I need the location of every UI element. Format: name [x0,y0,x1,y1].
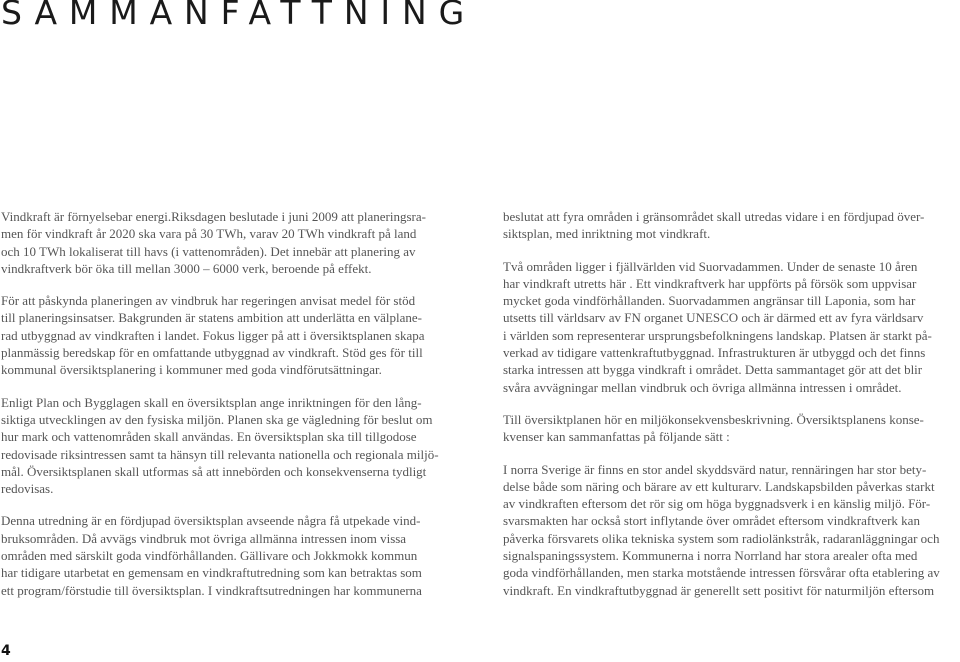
text-line: redovisas. [1,481,54,497]
text-line: starka intressen att bygga vindkraft i området. Detta sammantaget gör att det blir [503,362,923,378]
text-line: kvenser kan sammanfattas på följande sätt : [503,429,730,445]
text-line: till planeringsinsatser. Bakgrunden är statens ambition att underlätta en välplane- [1,310,422,326]
text-line: och 10 TWh lokaliserat till havs (i vattenområden). Det innebär att planering av [1,243,416,259]
text-line: För att påskynda planeringen av vindbruk har regeringen anvisat medel för stöd [1,293,416,309]
text-line: svarsmakten har också stort inflytande över området eftersom vindkraftverk kan [503,513,920,529]
text-line: Till översiktplanen hör en miljökonsekvensbeskrivning. Översiktsplanens konse- [503,411,924,427]
paragraph [503,208,958,243]
text-line: områden med särskilt goda vindförhållanden. Gällivare och Jokkmokk kommun [1,548,418,564]
page-number: 4 [1,643,11,659]
page-title: SAMMANFATTNING [1,0,477,32]
text-line: beslutat att fyra områden i gränsområdet skall utredas vidare i en fördjupad över- [503,209,925,224]
left-text-column [1,208,456,614]
text-line: goda vindförhållanden, men starka motstående intressen försvårar ofta etablering av [503,565,940,581]
paragraph [503,461,958,599]
text-line: siktsplan, med inriktning mot vindkraft. [503,226,711,242]
text-line: påverka försvarets olika tekniska system som radiolänkstråk, radaranläggningar och [503,530,940,546]
text-line: bruksområden. Då avvägs vindbruk mot övriga allmänna intressen inom vissa [1,530,407,546]
text-line: Två områden ligger i fjällvärlden vid Suorvadammen. Under de senaste 10 åren [503,258,918,274]
text-line: Denna utredning är en fördjupad översiktsplan avseende några få utpekade vind- [1,513,421,529]
text-line: Vindkraft är förnyelsebar energi.Riksdagen beslutade i juni 2009 att planeringsra- [1,209,426,224]
text-line: mål. Översiktsplanen skall utformas så att innebörden och konsekvenserna tydligt [1,463,427,479]
paragraph [1,512,456,598]
text-line: verkad av tidigare vattenkraftutbyggnad. Infrastrukturen är utbyggd och det finns [503,345,926,361]
text-line: hur mark och vattenområden skall användas. En översiktsplan ska till tillgodose [1,429,417,445]
text-line: vindkraftverk bör öka till mellan 3000 – 6000 verk, beroende på effekt. [1,260,372,276]
text-line: av vindkraften eftersom det rör sig om höga byggnadsverk i en känslig miljö. För- [503,496,931,512]
text-line: har tidigare utarbetat en gemensam en vindkraftutredning som kan betraktas som [1,565,422,581]
text-line: I norra Sverige är finns en stor andel skyddsvärd natur, rennäringen har stor bety- [503,461,927,477]
paragraph [503,258,958,396]
text-line: planmässig beredskap för en omfattande utbyggnad av vindkraft. Stöd ges för till [1,345,423,361]
text-line: mycket goda vindförhållanden. Suorvadammen angränsar till Laponia, som har [503,293,916,309]
paragraph [1,208,456,277]
paragraph [503,411,958,446]
text-line: utsetts till världsarv av FN organet UNESCO och är därmed ett av fyra världsarv [503,310,924,326]
text-line: svåra avvägningar mellan vindbruk och övriga allmänna intressen i området. [503,379,902,395]
text-line: signalspaningssystem. Kommunerna i norra Norrland har stora arealer ofta med [503,548,918,564]
text-line: men för vindkraft år 2020 ska vara på 30 TWh, varav 20 TWh vindkraft på land [1,226,417,242]
right-text-column [503,208,958,614]
text-line: i världen som representerar ursprungsbefolkningens landskap. Platsen är starkt på- [503,327,932,343]
text-line: siktiga utvecklingen av den fysiska miljön. Planen ska ge vägledning för beslut om [1,411,433,427]
paragraph [1,394,456,498]
text-line: kommunal översiktsplanering i kommuner med goda vindförutsättningar. [1,362,382,378]
text-line: ett program/förstudie till översiktsplan. I vindkraftsutredningen har kommunerna [1,582,422,598]
text-line: redovisade riksintressen samt ta hänsyn till relevanta nationella och regionala miljö- [1,446,439,462]
paragraph [1,292,456,378]
text-line: vindkraft. En vindkraftutbyggnad är generellt sett positivt för naturmiljön eftersom [503,582,935,598]
text-line: delse både som näring och bärare av ett kulturarv. Landskapsbilden påverkas starkt [503,478,935,494]
text-line: Enligt Plan och Bygglagen skall en översiktsplan ange inriktningen för den lång- [1,394,422,410]
text-line: har vindkraft utretts här . Ett vindkraftverk har uppförts på försök som uppvisar [503,275,917,291]
text-line: rad utbyggnad av vindkraften i landet. Fokus ligger på att i översiktsplanen skapa [1,327,425,343]
